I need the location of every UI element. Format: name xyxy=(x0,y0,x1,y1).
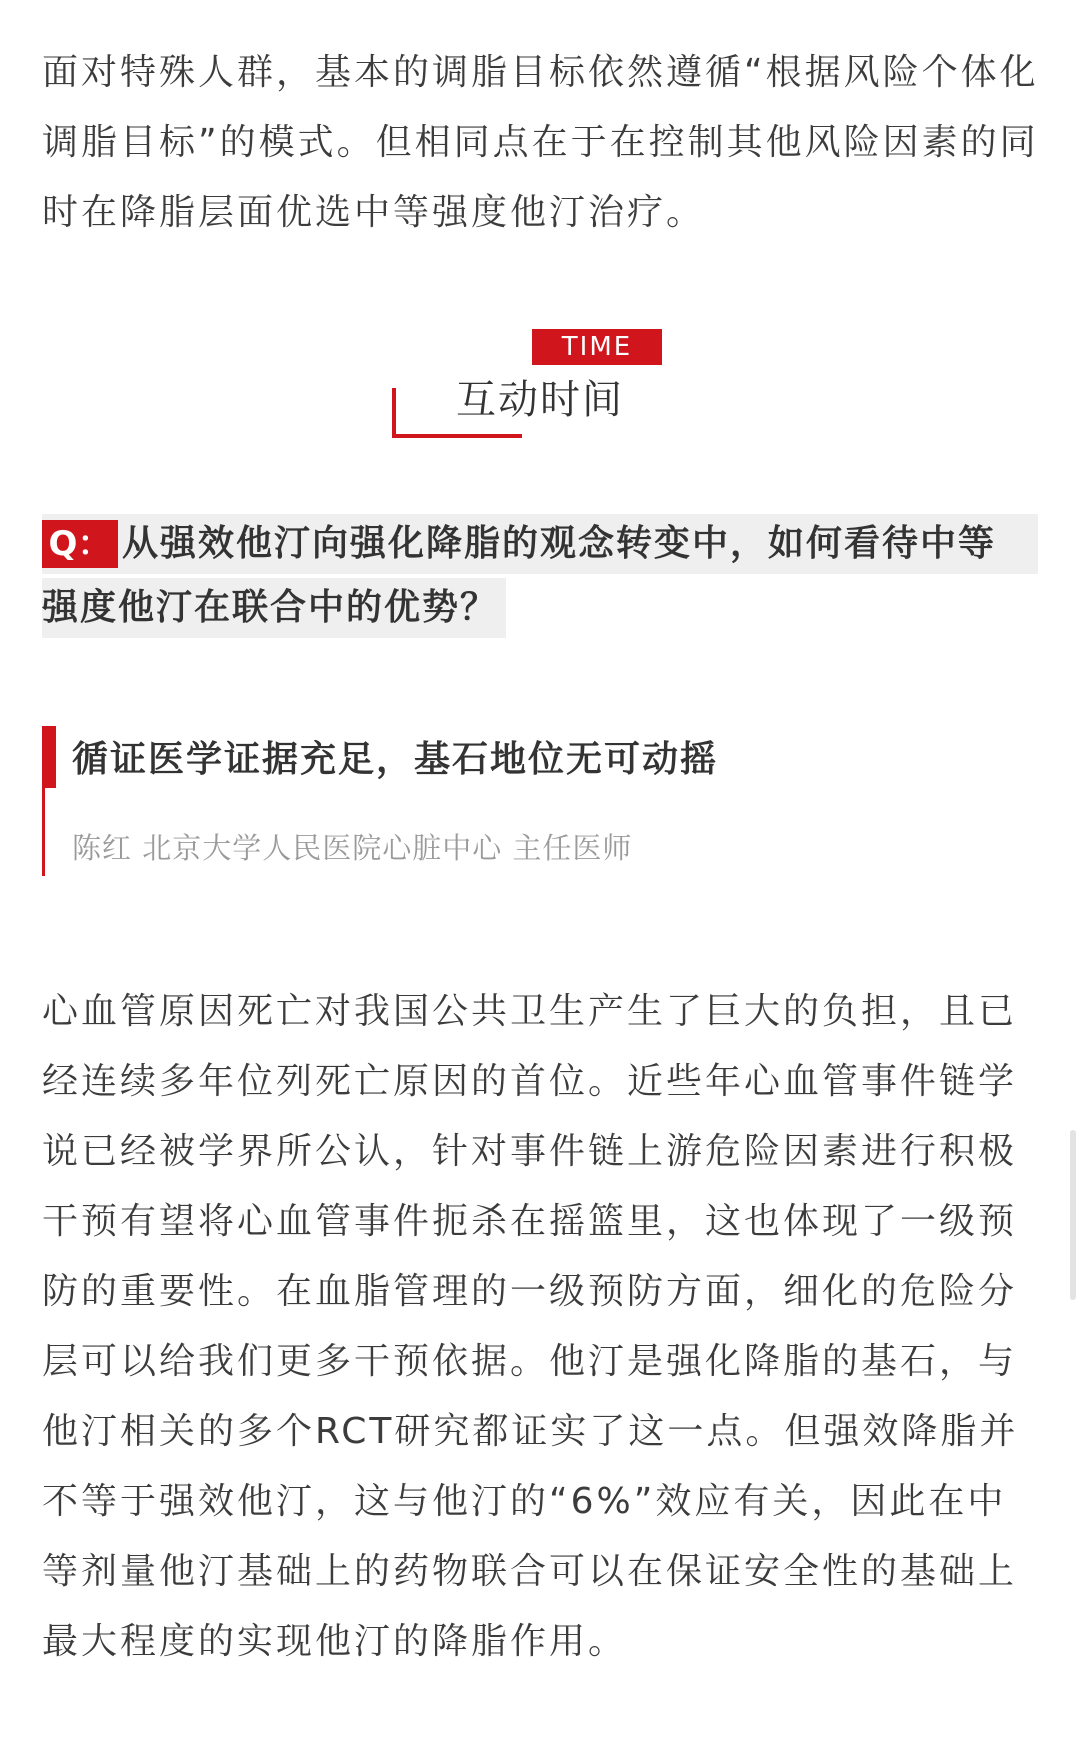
body-paragraph: 心血管原因死亡对我国公共卫生产生了巨大的负担，且已经连续多年位列死亡原因的首位。近些年心血管事件链学说已经被学界所公认，针对事件链上游危险因素进行积极干预有望将心血管事件扼杀在摇篮里，这也体现了一级预防的重要性。在血脂管理的一级预防方面，细化的危险分层可以给我们更多干预依据。他汀是强化降脂的基石，与他汀相关的多个RCT研究都证实了这一点。但强效降脂并不等于强效他汀，这与他汀的“6%”效应有关，因此在中等剂量他汀基础上的药物联合可以在保证安全性的基础上最大程度的实现他汀的降脂作用。 xyxy=(42,991,1019,1662)
answer-accent-line xyxy=(42,788,45,876)
answer-title: 循证医学证据充足，基石地位无可动摇 xyxy=(72,739,719,780)
intro-paragraph: 面对特殊人群，基本的调脂目标依然遵循“根据风险个体化调脂目标”的模式。但相同点在于在控制其他风险因素的同时在降脂层面优选中等强度他汀治疗。 xyxy=(42,52,1039,233)
answer-accent-bar xyxy=(42,726,56,788)
question-text-line-1: 从强效他汀向强化降脂的观念转变中，如何看待中等 xyxy=(122,523,997,564)
question-text-line-2: 强度他汀在联合中的优势？ xyxy=(42,587,499,628)
time-badge: TIME xyxy=(532,329,662,365)
title-bracket-vertical xyxy=(392,388,396,438)
scrollbar[interactable] xyxy=(1070,1130,1076,1300)
question-label: Q： xyxy=(42,520,118,568)
section-title: 互动时间 xyxy=(456,377,624,423)
title-bracket-horizontal xyxy=(392,434,522,438)
answer-author: 陈红 北京大学人民医院心脏中心 主任医师 xyxy=(72,831,633,865)
